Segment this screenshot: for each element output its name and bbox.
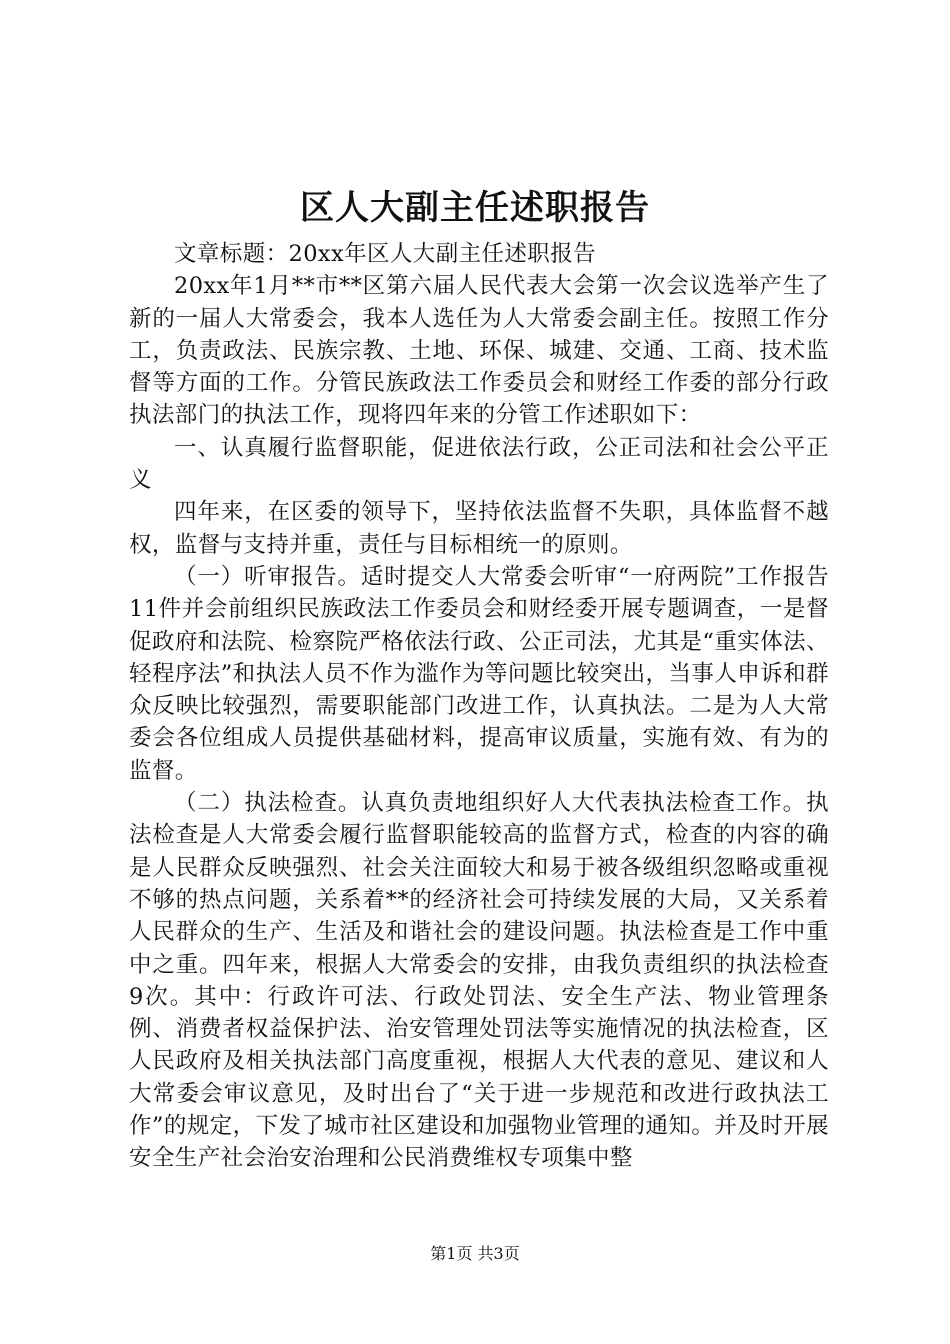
document-body bbox=[129, 238, 829, 1175]
paragraph-law-enforcement-inspection: （二）执法检查。认真负责地组织好人大代表执法检查工作。执法检查是人大常委会履行监督职能较高的监督方式，检查的内容的确是人民群众反映强烈、社会关注面较大和易于被各级组织忽略或重视不够的热点问题，关系着**的经济社会可持续发展的大局，又关系着人民群众的生产、生活及和谐社会的建设问题。执法检查是工作中重中之重。四年来，根据人大常委会的安排，由我负责组织的执法检查9次。其中：行政许可法、行政处罚法、安全生产法、物业管理条例、消费者权益保护法、治安管理处罚法等实施情况的执法检查，区人民政府及相关执法部门高度重视，根据人大代表的意见、建议和人大常委会审议意见，及时出台了“关于进一步规范和改进行政执法工作”的规定，下发了城市社区建设和加强物业管理的通知。并及时开展安全生产社会治安治理和公民消费维权专项集中整 bbox=[129, 790, 829, 1172]
paragraph-intro: 20xx年1月**市**区第六届人民代表大会第一次会议选举产生了新的一届人大常委会，我本人选任为人大常委会副主任。按照工作分工，负责政法、民族宗教、土地、环保、城建、交通、工商、技术监督等方面的工作。分管民族政法工作委员会和财经工作委的部分行政执法部门的执法工作，现将四年来的分管工作述职如下： bbox=[129, 273, 829, 429]
section-heading-1: 一、认真履行监督职能，促进依法行政，公正司法和社会公平正义 bbox=[129, 434, 829, 494]
document-title: 区人大副主任述职报告 bbox=[300, 188, 650, 228]
paragraph-hearing-reports: （一）听审报告。适时提交人大常委会听审“一府两院”工作报告11件并会前组织民族政法工作委员会和财经委开展专题调查，一是督促政府和法院、检察院严格依法行政、公正司法，尤其是“重实体法、轻程序法”和执法人员不作为滥作为等问题比较突出，当事人申诉和群众反映比较强烈，需要职能部门改进工作，认真执法。二是为人大常委会各位组成人员提供基础材料，提高审议质量，实施有效、有为的监督。 bbox=[129, 563, 829, 784]
page-footer: 第1页 共3页 bbox=[430, 1244, 520, 1263]
paragraph-principles: 四年来，在区委的领导下，坚持依法监督不失职，具体监督不越权，监督与支持并重，责任与目标相统一的原则。 bbox=[129, 499, 829, 558]
paragraph-article-title: 文章标题：20xx年区人大副主任述职报告 bbox=[174, 241, 597, 267]
